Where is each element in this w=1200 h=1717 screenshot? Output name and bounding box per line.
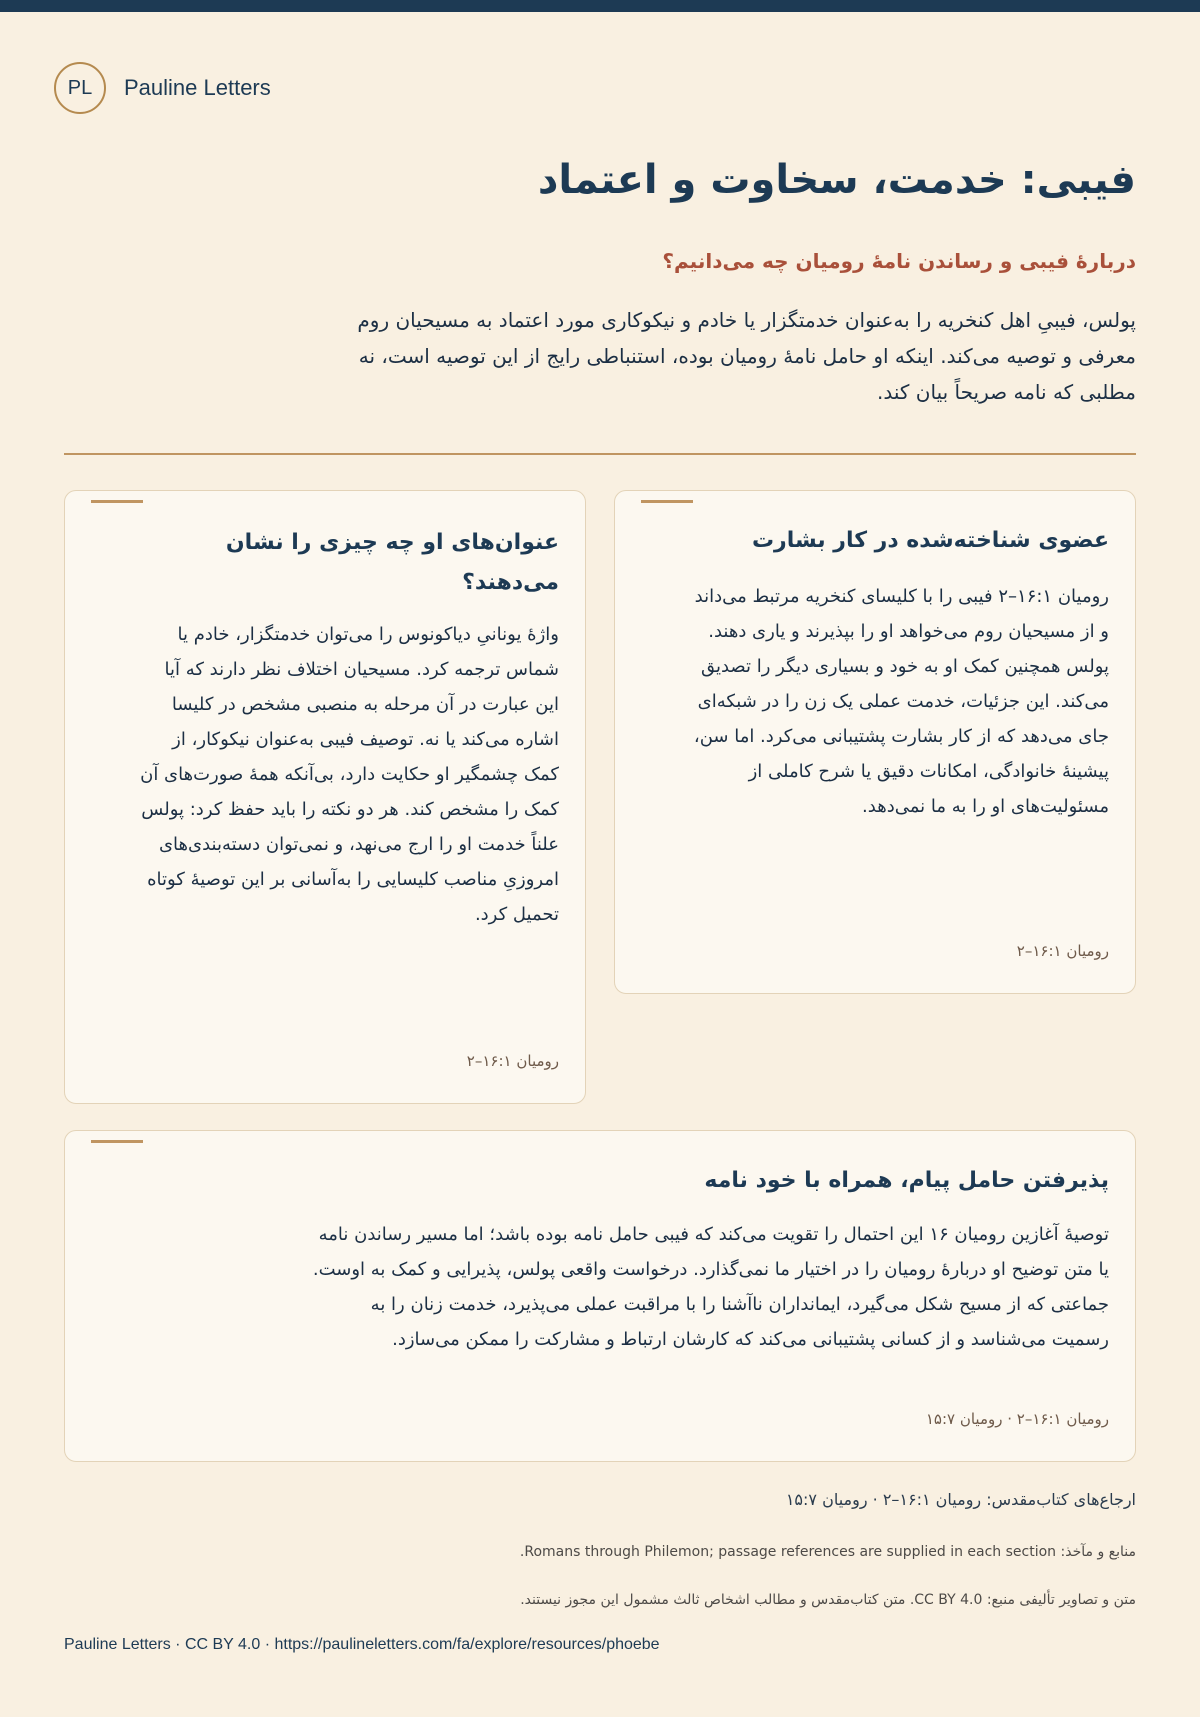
- scripture-references: ارجاع‌های کتاب‌مقدس: رومیان ۱۶:۱–۲ · رومیان ۱۵:۷: [785, 1490, 1136, 1509]
- card-welcoming-messenger: [64, 1130, 1136, 1462]
- card-body: توصیهٔ آغازین رومیان ۱۶ این احتمال را تقویت می‌کند که فیبی حامل نامه بوده باشد؛ اما مسیر رساندن نامه یا متن توضیح او دربارهٔ رومیان را در اختیار ما نمی‌گذارد. درخواست واقعی پولس، پذیرایی و کمک به اوست. جماعتی که از مسیح شکل می‌گیرد، ایمانداران ناآشنا را با مراقبت عملی می‌پذیرد، خدمت زنان را به رسمیت می‌شناسد و از کسانی پشتیبانی می‌کند که کارشان ارتباط و مشارکت را ممکن می‌سازد.: [312, 1224, 1109, 1350]
- license-note: متن و تصاویر تألیفی منبع: CC BY 4.0. متن کتاب‌مقدس و مطالب اشخاص ثالث مشمول این مجوز نیستند.: [520, 1592, 1136, 1608]
- card-body: رومیان ۱۶:۱–۲ فیبی را با کلیسای کنخریه مرتبط می‌داند و از مسیحیان روم می‌خواهد او را بپذیرند و یاری دهند. پولس همچنین کمک او به خود و بسیاری دیگر را تصدیق می‌کند. این جزئیات، خدمت عملی یک زن را در شبکه‌ای جای می‌دهد که از کار بشارت پشتیبانی می‌کرد. اما سن، پیشینهٔ خانوادگی، امکانات دقیق یا شرح کاملی از مسئولیت‌های او را به ما نمی‌دهد.: [693, 586, 1109, 817]
- card-accent-line: [91, 1140, 143, 1143]
- card-title: عضوی شناخته‌شده در کار بشارت: [751, 528, 1109, 553]
- lead-paragraph: پولس، فیبیِ اهل کنخریه را به‌عنوان خدمتگزار یا خادم و نیکوکاری مورد اعتماد به مسیحیان روم معرفی و توصیه می‌کند. اینکه او حامل نامهٔ رومیان بوده، استنباطی رایج از این توصیه است، نه مطلبی که نامه صریحاً بیان کند.: [357, 308, 1136, 404]
- card-title: عنوان‌های او چه چیزی را نشان می‌دهند؟: [225, 530, 559, 595]
- page-title: فیبی: خدمت، سخاوت و اعتماد: [537, 157, 1136, 203]
- card-reference: رومیان ۱۶:۱–۲: [1016, 942, 1109, 960]
- card-reference: رومیان ۱۶:۱–۲: [466, 1052, 559, 1070]
- sources-note: منابع و مآخذ: Romans through Philemon; passage references are supplied in each section.: [519, 1544, 1136, 1560]
- page-subtitle: دربارهٔ فیبی و رساندن نامهٔ رومیان چه می‌دانیم؟: [662, 249, 1136, 273]
- card-body: واژهٔ یونانیِ دیاکونوس را می‌توان خدمتگزار، خادم یا شماس ترجمه کرد. مسیحیان اختلاف نظر دارند که آیا این عبارت در آن مرحله به منصبی مشخص در کلیسا اشاره می‌کند یا نه. توصیف فیبی به‌عنوان نیکوکار، از کمک چشمگیر او حکایت دارد، بی‌آنکه همهٔ صورت‌های آن کمک را مشخص کند. هر دو نکته را باید حفظ کرد: پولس علناً خدمت او را ارج می‌نهد، و نمی‌توان دسته‌بندی‌های امروزیِ مناصب کلیسایی را به‌آسانی بر این توصیهٔ کوتاه تحمیل کرد.: [140, 624, 559, 925]
- top-bar: [0, 0, 1200, 12]
- card-title: پذیرفتن حامل پیام، همراه با خود نامه: [704, 1168, 1109, 1193]
- brand-name: Pauline Letters: [124, 75, 271, 100]
- card-known-member: [614, 490, 1136, 994]
- site-footer-link[interactable]: Pauline Letters · CC BY 4.0 · https://paulineletters.com/fa/explore/resources/phoebe: [64, 1636, 660, 1653]
- card-accent-line: [91, 500, 143, 503]
- card-accent-line: [641, 500, 693, 503]
- card-reference: رومیان ۱۶:۱–۲ · رومیان ۱۵:۷: [925, 1410, 1109, 1428]
- site-brand[interactable]: [54, 62, 271, 114]
- section-divider: [64, 453, 1136, 455]
- brand-logo: PL: [54, 62, 106, 114]
- card-titles-meaning: [64, 490, 586, 1104]
